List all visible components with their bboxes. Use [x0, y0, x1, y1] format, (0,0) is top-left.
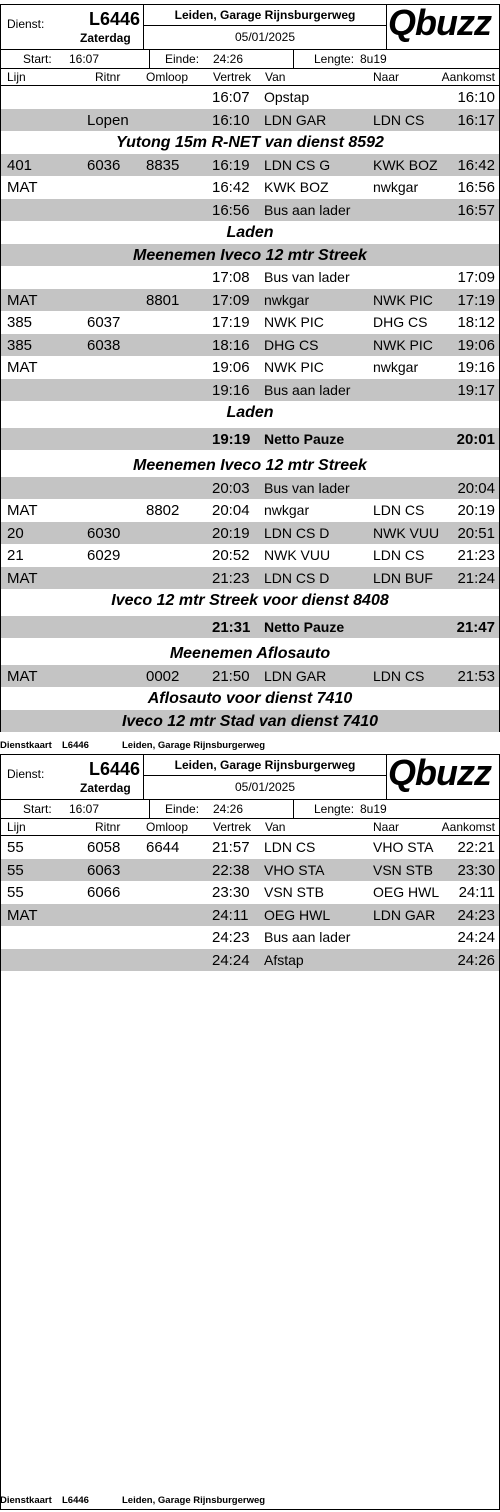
cell-vertrek: 20:19 [212, 524, 250, 542]
table-row [1, 379, 499, 402]
cell-van: Bus van lader [264, 269, 350, 285]
cell-naar: NWK PIC [373, 291, 433, 308]
cell-aankomst: 16:42 [457, 156, 495, 174]
col-lijn: Lijn [7, 70, 26, 84]
table-row [1, 881, 499, 904]
cell-ritnr: 6037 [87, 314, 121, 331]
start-time: 16:07 [69, 52, 100, 66]
table-row [1, 266, 499, 289]
table-row [1, 836, 499, 859]
cell-lijn: 55 [7, 839, 24, 856]
section-heading-text: Laden [226, 404, 274, 421]
cell-omloop: 0002 [146, 667, 180, 685]
cell-aankomst: 20:51 [457, 524, 495, 542]
cell-vertrek: 19:19 [212, 430, 251, 448]
cell-vertrek: 24:23 [212, 929, 250, 946]
cell-lijn: MAT [7, 502, 38, 519]
cell-van: nwkgar [264, 291, 310, 308]
cell-van: Netto Pauze [264, 430, 345, 447]
cell-vertrek: 16:07 [212, 89, 250, 106]
cell-van: Netto Pauze [264, 618, 345, 635]
cell-lijn: MAT [7, 359, 38, 376]
lengte-label: Lengte: [314, 802, 355, 816]
einde-label: Einde: [165, 52, 200, 66]
table-row [1, 904, 499, 927]
einde-time: 24:26 [213, 52, 244, 66]
cell-vertrek: 20:04 [212, 502, 250, 519]
table-row [1, 334, 499, 357]
section-heading-text: Meenemen Iveco 12 mtr Streek [133, 246, 367, 264]
table-row [1, 567, 499, 590]
cell-lijn: MAT [7, 667, 38, 685]
cell-lijn: 20 [7, 524, 24, 542]
pause-row [1, 428, 499, 451]
cell-lijn: 55 [7, 884, 24, 901]
einde-time: 24:26 [213, 802, 244, 816]
cell-naar: NWK VUU [373, 524, 440, 541]
cell-vertrek: 23:30 [212, 884, 250, 901]
cell-van: LDN CS D [264, 524, 330, 541]
table-row [1, 154, 499, 177]
cell-naar: LDN BUF [373, 569, 433, 586]
cell-aankomst: 20:01 [456, 430, 495, 448]
col-van: Van [265, 820, 286, 834]
cell-aankomst: 19:06 [457, 336, 495, 354]
cell-van: VSN STB [264, 884, 324, 900]
day-label: Zaterdag [80, 31, 131, 45]
date-field: 05/01/2025 [143, 26, 387, 49]
cell-van: LDN CS D [264, 569, 330, 586]
section-heading-text: Meenemen Iveco 12 mtr Streek [133, 457, 367, 474]
cell-lijn: MAT [7, 569, 38, 587]
col-naar: Naar [373, 70, 400, 84]
cell-aankomst: 20:19 [457, 502, 495, 519]
cell-van: Bus van lader [264, 479, 350, 496]
cell-naar: VHO STA [373, 839, 434, 855]
col-ritnr: Ritnr [95, 820, 121, 834]
cell-omloop: 8802 [146, 502, 180, 519]
cell-lijn: MAT [7, 179, 38, 196]
table-row [1, 311, 499, 334]
cell-aankomst: 19:16 [457, 359, 495, 376]
cell-vertrek: 17:08 [212, 269, 250, 286]
card-header [1, 752, 499, 800]
cell-ritnr: Lopen [87, 111, 129, 129]
footer-code: L6446 [62, 740, 89, 751]
footer-label: Dienstkaart [0, 740, 52, 751]
section-heading [1, 687, 499, 710]
dienst-label: Dienst: [7, 767, 45, 781]
cell-naar: nwkgar [373, 179, 419, 195]
table-row [1, 356, 499, 379]
cell-vertrek: 17:19 [212, 314, 250, 331]
cell-lijn: 385 [7, 336, 33, 354]
section-heading [1, 221, 499, 244]
cell-vertrek: 21:50 [212, 667, 250, 685]
table-row [1, 522, 499, 545]
cell-naar: LDN CS [373, 547, 425, 563]
cell-vertrek: 24:11 [212, 906, 249, 924]
cell-aankomst: 16:56 [457, 179, 495, 196]
footer-code: L6446 [62, 1495, 89, 1506]
cell-lijn: 21 [7, 547, 24, 564]
cell-lijn: 385 [7, 314, 33, 331]
cell-naar: LDN CS [373, 111, 425, 128]
table-row [1, 499, 499, 522]
qbuzz-logo: Qbuzz [388, 752, 491, 793]
cell-ritnr: 6063 [87, 861, 121, 879]
table-row [1, 949, 499, 972]
section-heading-text: Yutong 15m R-NET van dienst 8592 [116, 134, 384, 151]
table-row [1, 477, 499, 500]
cell-aankomst: 20:04 [457, 479, 495, 497]
cell-naar: LDN GAR [373, 906, 436, 923]
cell-van: nwkgar [264, 502, 310, 518]
footer-location: Leiden, Garage Rijnsburgerweg [122, 740, 266, 751]
cell-lijn: 401 [7, 156, 33, 174]
cell-lijn: MAT [7, 291, 38, 309]
cell-vertrek: 16:56 [212, 201, 250, 219]
dienstkaart-page-2 [0, 754, 500, 1510]
cell-van: Bus aan lader [264, 381, 351, 398]
cell-vertrek: 21:57 [212, 839, 250, 856]
cell-van: Afstap [264, 951, 304, 968]
cell-vertrek: 16:19 [212, 156, 250, 174]
cell-van: Bus aan lader [264, 201, 351, 218]
cell-vertrek: 21:31 [212, 618, 251, 636]
start-label: Start: [23, 52, 52, 66]
cell-vertrek: 21:23 [212, 569, 250, 587]
cell-aankomst: 17:09 [457, 269, 495, 286]
cell-van: LDN GAR [264, 111, 327, 128]
schedule-table [1, 86, 499, 732]
cell-aankomst: 17:19 [457, 291, 495, 309]
section-heading [1, 244, 499, 267]
cell-lijn: MAT [7, 906, 38, 924]
start-label: Start: [23, 802, 52, 816]
cell-naar: KWK BOZ [373, 156, 438, 173]
cell-naar: NWK PIC [373, 336, 433, 353]
cell-van: LDN CS G [264, 156, 331, 173]
cell-van: VHO STA [264, 861, 325, 878]
shift-info [1, 50, 499, 69]
col-ritnr: Ritnr [95, 70, 121, 84]
cell-van: LDN GAR [264, 667, 327, 684]
lengte-value: 8u19 [360, 52, 387, 66]
date-field: 05/01/2025 [143, 776, 387, 799]
table-row [1, 86, 499, 109]
section-heading-text: Aflosauto voor dienst 7410 [147, 690, 353, 707]
cell-ritnr: 6038 [87, 336, 121, 354]
cell-van: NWK PIC [264, 314, 324, 330]
table-row [1, 176, 499, 199]
cell-van: DHG CS [264, 336, 319, 353]
cell-vertrek: 18:16 [212, 336, 250, 354]
cell-ritnr: 6066 [87, 884, 121, 901]
col-omloop: Omloop [146, 70, 189, 84]
cell-vertrek: 22:38 [212, 861, 250, 879]
cell-aankomst: 21:23 [457, 547, 495, 564]
cell-aankomst: 24:23 [457, 906, 495, 924]
col-aankomst: Aankomst [441, 820, 495, 834]
cell-aankomst: 21:47 [456, 618, 495, 636]
cell-vertrek: 16:10 [212, 111, 250, 129]
footer-label: Dienstkaart [0, 1495, 52, 1506]
section-heading [1, 454, 499, 477]
cell-van: KWK BOZ [264, 179, 329, 195]
section-heading [1, 642, 499, 665]
cell-aankomst: 21:53 [457, 667, 495, 685]
cell-ritnr: 6036 [87, 156, 121, 174]
cell-naar: LDN CS [373, 667, 425, 684]
cell-aankomst: 18:12 [457, 314, 495, 331]
cell-van: OEG HWL [264, 906, 331, 923]
section-heading-text: Iveco 12 mtr Stad van dienst 7410 [121, 712, 379, 730]
cell-aankomst: 16:57 [457, 201, 495, 219]
section-heading [1, 131, 499, 154]
cell-vertrek: 20:52 [212, 547, 250, 564]
cell-van: Bus aan lader [264, 929, 351, 945]
col-aankomst: Aankomst [441, 70, 495, 84]
section-heading-text: Laden [226, 224, 274, 241]
cell-ritnr: 6030 [87, 524, 121, 542]
col-vertrek: Vertrek [213, 70, 252, 84]
column-headers [1, 69, 499, 86]
table-row [1, 199, 499, 222]
table-row [1, 665, 499, 688]
section-heading-text: Meenemen Aflosauto [169, 645, 331, 662]
footer-location: Leiden, Garage Rijnsburgerweg [122, 1495, 266, 1506]
table-row [1, 926, 499, 949]
col-omloop: Omloop [146, 820, 189, 834]
cell-naar: nwkgar [373, 359, 419, 375]
cell-vertrek: 17:09 [212, 291, 250, 309]
cell-aankomst: 21:24 [457, 569, 495, 587]
col-lijn: Lijn [7, 820, 26, 834]
section-heading-text: Iveco 12 mtr Streek voor dienst 8408 [111, 592, 389, 609]
cell-naar: LDN CS [373, 502, 425, 518]
cell-aankomst: 16:10 [457, 89, 495, 106]
cell-aankomst: 22:21 [457, 839, 495, 856]
location-title: Leiden, Garage Rijnsburgerweg [143, 755, 387, 776]
cell-naar: DHG CS [373, 314, 428, 330]
cell-vertrek: 19:06 [212, 359, 250, 376]
col-van: Van [265, 70, 286, 84]
section-heading [1, 710, 499, 733]
location-title: Leiden, Garage Rijnsburgerweg [143, 5, 387, 26]
table-row [1, 859, 499, 882]
col-naar: Naar [373, 820, 400, 834]
card-header [1, 2, 499, 50]
column-headers [1, 819, 499, 836]
cell-lijn: 55 [7, 861, 24, 879]
section-heading [1, 589, 499, 612]
cell-ritnr: 6029 [87, 547, 121, 564]
cell-vertrek: 19:16 [212, 381, 250, 399]
cell-aankomst: 24:24 [457, 929, 495, 946]
cell-naar: OEG HWL [373, 884, 440, 900]
cell-aankomst: 19:17 [457, 381, 495, 399]
table-row [1, 109, 499, 132]
col-vertrek: Vertrek [213, 820, 252, 834]
cell-vertrek: 16:42 [212, 179, 250, 196]
dienst-label: Dienst: [7, 17, 45, 31]
qbuzz-logo: Qbuzz [388, 2, 491, 43]
cell-aankomst: 24:26 [457, 951, 495, 969]
table-row [1, 544, 499, 567]
cell-van: NWK PIC [264, 359, 324, 375]
day-label: Zaterdag [80, 781, 131, 795]
dienstkaart-page-1 [0, 4, 500, 732]
cell-aankomst: 16:17 [457, 111, 495, 129]
einde-label: Einde: [165, 802, 200, 816]
shift-info [1, 800, 499, 819]
cell-van: Opstap [264, 89, 310, 105]
dienst-code: L6446 [89, 759, 141, 779]
cell-vertrek: 20:03 [212, 479, 250, 497]
cell-aankomst: 24:11 [458, 884, 495, 901]
cell-omloop: 6644 [146, 839, 180, 856]
table-row [1, 289, 499, 312]
dienst-code: L6446 [89, 9, 141, 29]
lengte-label: Lengte: [314, 52, 355, 66]
cell-omloop: 8801 [146, 291, 180, 309]
cell-van: LDN CS [264, 839, 316, 855]
cell-vertrek: 24:24 [212, 951, 250, 969]
cell-naar: VSN STB [373, 861, 433, 878]
schedule-table [1, 836, 499, 971]
lengte-value: 8u19 [360, 802, 387, 816]
cell-van: NWK VUU [264, 547, 331, 563]
cell-aankomst: 23:30 [457, 861, 495, 879]
cell-ritnr: 6058 [87, 839, 121, 856]
pause-row [1, 616, 499, 639]
section-heading [1, 401, 499, 424]
start-time: 16:07 [69, 802, 100, 816]
cell-omloop: 8835 [146, 156, 180, 174]
